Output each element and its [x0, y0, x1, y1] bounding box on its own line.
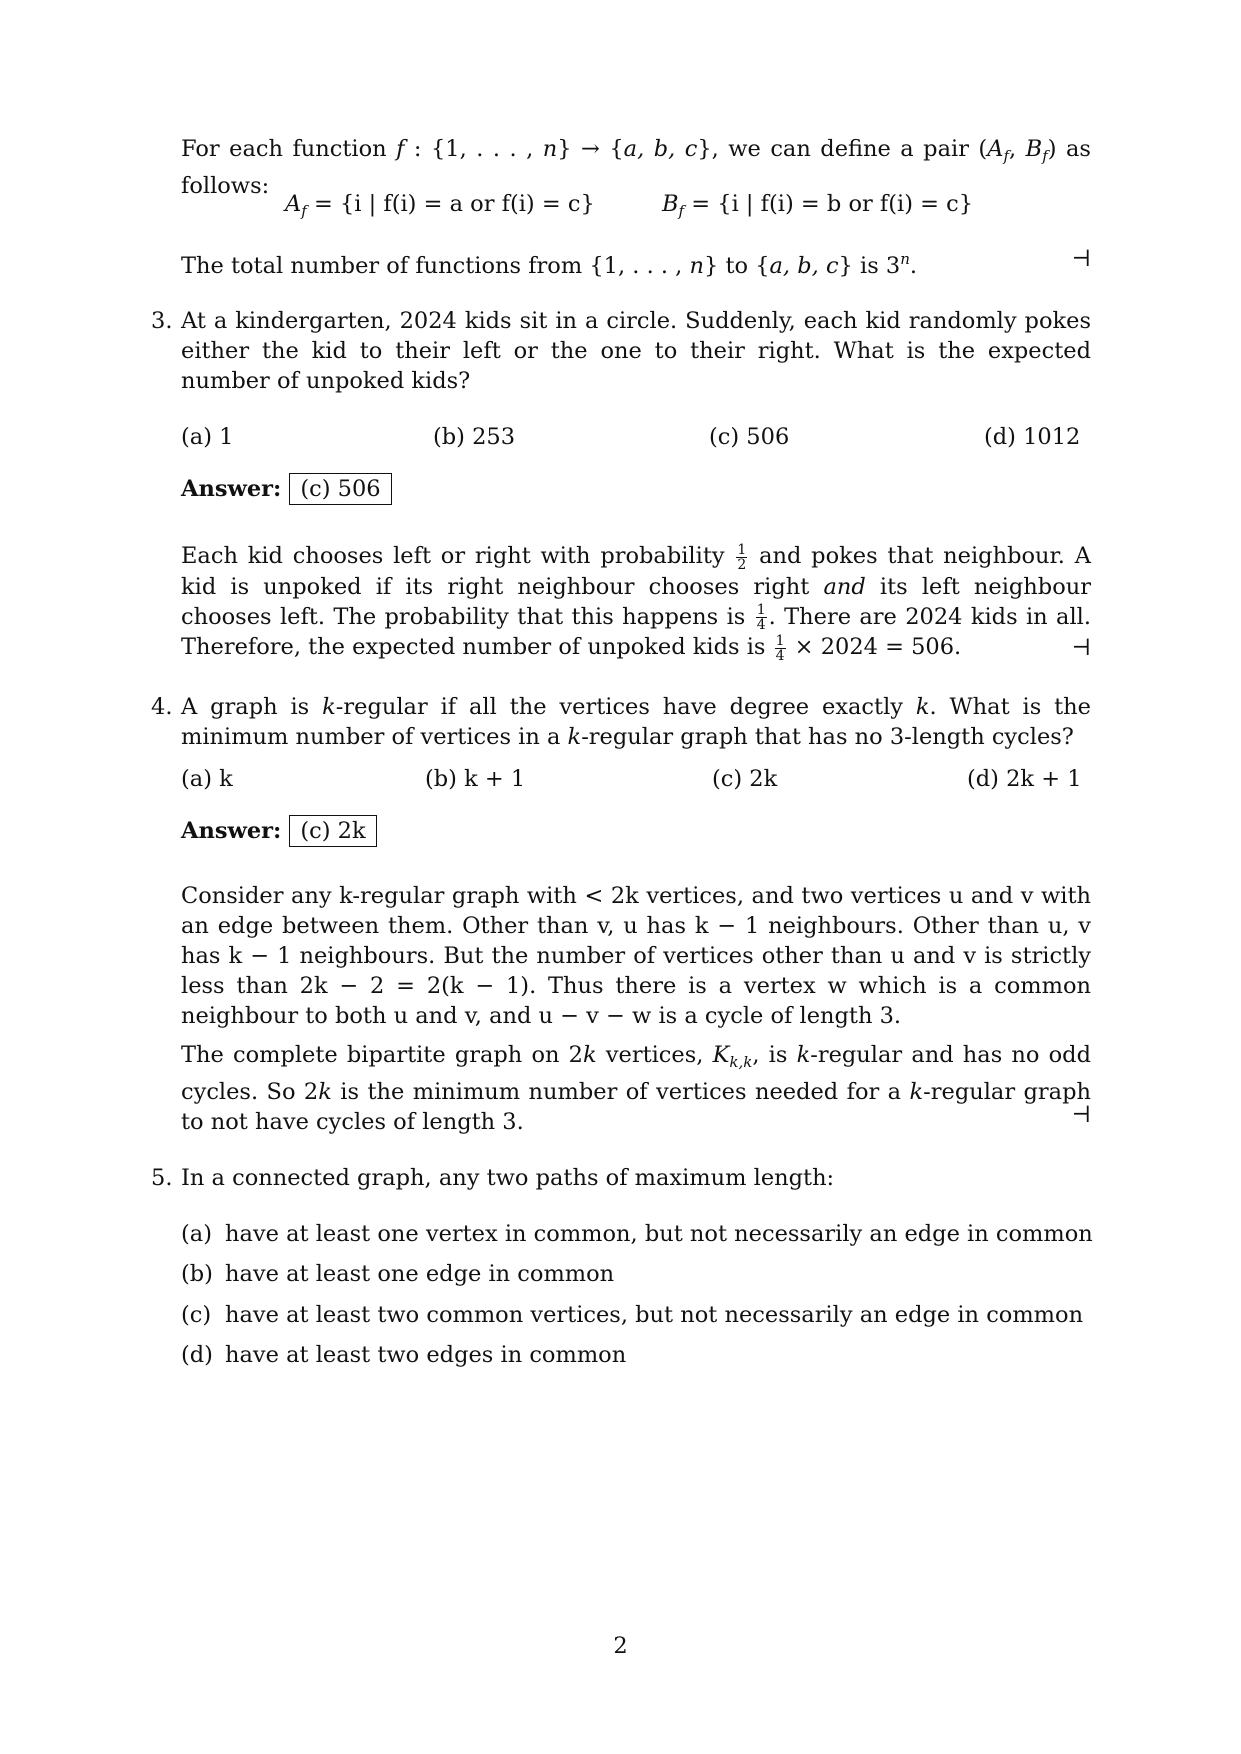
- intro-abc: a, b, c: [623, 136, 698, 162]
- solution-text: and pokes that neighbour. A kid is unpoked if its right neighbour chooses right: [181, 543, 1091, 600]
- var-sub: k,k: [729, 1053, 753, 1071]
- question-text: At a kindergarten, 2024 kids sit in a circle. Suddenly, each kid randomly pokes either the kid to their left or the one to their right. What is the expected number of unpoked kids?: [181, 308, 1091, 394]
- var-k: k: [582, 1042, 597, 1068]
- question-5: [151, 1163, 1091, 1193]
- answer-box: (c) 506: [289, 473, 391, 505]
- item-label: (d): [181, 1342, 213, 1368]
- intro-sub: f: [1042, 147, 1048, 165]
- total-n: n: [689, 253, 704, 279]
- intro-text: ) as follows:: [181, 136, 1091, 199]
- intro-A: A: [987, 136, 1004, 162]
- question-text: -regular if all the vertices have degree exactly: [335, 694, 916, 720]
- var-K: K: [712, 1042, 730, 1068]
- solution-text: , is: [752, 1042, 797, 1068]
- total-text: } is 3: [838, 253, 901, 279]
- intro-B: B: [1025, 136, 1043, 162]
- option-d: (d) 2k + 1: [967, 766, 1082, 792]
- solution-text: vertices,: [596, 1042, 713, 1068]
- intro-text: : {1, . . . ,: [404, 136, 543, 162]
- solution-text: -regular and has no odd cycles. So 2: [181, 1042, 1091, 1105]
- question-text: -regular graph that has no 3-length cycles?: [581, 724, 1074, 750]
- option-a: (a) k: [181, 766, 233, 792]
- solution-text: Consider any k-regular graph with < 2k vertices, and two vertices u and v with an edge between them. Other than v, u has k − 1 neighbours. Other than u, v has k − 1 neighbours. But the number of vertices other than u and v is strictly less than 2k − 2 = 2(k − 1). Thus there is a vertex w which is a common neighbour to both u and v, and u − v − w is a cycle of length 3.: [181, 883, 1091, 1029]
- item-label: (c): [181, 1302, 212, 1328]
- total-sup: n: [900, 250, 910, 268]
- q5-item-c: [181, 1300, 1083, 1330]
- question-4: [151, 692, 1091, 752]
- q4-answer: [181, 815, 377, 847]
- eq-body: = {i | f(i) = b or f(i) = c}: [684, 191, 974, 217]
- eq-symbol: B: [662, 191, 679, 217]
- page-number: 2: [613, 1633, 628, 1659]
- q4-options: [181, 764, 1091, 794]
- option-b: (b) 253: [433, 424, 516, 450]
- qed-symbol: ⊣: [1071, 246, 1091, 272]
- frac-den: 4: [756, 617, 766, 633]
- answer-box: (c) 2k: [289, 815, 376, 847]
- frac-den: 2: [737, 556, 747, 573]
- qed-symbol: ⊣: [1071, 1102, 1091, 1128]
- q5-item-b: [181, 1259, 614, 1289]
- qed-symbol: ⊣: [1071, 634, 1091, 661]
- item-text: have at least two common vertices, but not necessarily an edge in common: [225, 1302, 1084, 1328]
- intro-text: ,: [1009, 136, 1026, 162]
- fraction: [775, 634, 786, 663]
- option-a: (a) 1: [181, 424, 234, 450]
- item-text: have at least two edges in common: [225, 1342, 627, 1368]
- var-k: k: [909, 1079, 924, 1105]
- frac-den: 4: [775, 647, 785, 664]
- eq-sub: f: [678, 202, 685, 220]
- solution-text: Each kid chooses left or right with probability: [181, 543, 735, 569]
- intro-text: } → {: [557, 136, 624, 162]
- intro-n: n: [542, 136, 558, 162]
- question-number: 4.: [151, 694, 173, 720]
- total-text: The total number of functions from {1, . . . ,: [181, 253, 690, 279]
- solution-text: × 2024 = 506.: [787, 634, 962, 660]
- fraction: [736, 543, 747, 572]
- answer-label: Answer:: [181, 476, 282, 502]
- option-d: (d) 1012: [984, 424, 1081, 450]
- total-text: } to {: [703, 253, 770, 279]
- total-text: .: [909, 253, 918, 279]
- q3-solution: [181, 541, 1091, 663]
- solution-text: its left neighbour chooses left. The probability that this happens is: [181, 573, 1091, 630]
- q5-item-d: [181, 1340, 626, 1370]
- eq-symbol: A: [285, 191, 302, 217]
- equation-A: [285, 189, 595, 226]
- q3-options: [181, 422, 1091, 452]
- intro-text: }, we can define a pair (: [697, 136, 988, 162]
- fraction: [756, 603, 767, 632]
- frac-num: 1: [737, 541, 747, 558]
- question-text: . What is the minimum number of vertices in a: [181, 694, 1091, 750]
- q3-answer: [181, 473, 392, 505]
- q4-solution-1: [181, 881, 1091, 1031]
- solution-text: is the minimum number of vertices needed for a: [331, 1079, 910, 1105]
- equation-B: [662, 189, 973, 226]
- question-number: 3.: [151, 308, 173, 334]
- var-k: k: [567, 724, 582, 750]
- question-3: [151, 306, 1091, 396]
- var-k: k: [322, 694, 336, 720]
- var-k: k: [915, 694, 930, 720]
- var-k: k: [318, 1079, 332, 1105]
- option-c: (c) 506: [709, 424, 790, 450]
- total-abc: a, b, c: [769, 253, 839, 279]
- frac-num: 1: [756, 602, 766, 618]
- item-label: (a): [181, 1221, 212, 1247]
- frac-num: 1: [775, 632, 785, 649]
- solution-emph: and: [823, 573, 866, 600]
- option-c: (c) 2k: [712, 766, 778, 792]
- option-b: (b) k + 1: [425, 766, 526, 792]
- solution-text: . There are 2024 kids in all. Therefore, the expected number of unpoked kids is: [181, 603, 1091, 660]
- intro-text: For each function: [181, 136, 397, 162]
- eq-body: = {i | f(i) = a or f(i) = c}: [306, 191, 595, 217]
- question-text: A graph is: [181, 694, 323, 720]
- eq-sub: f: [301, 202, 307, 220]
- item-text: have at least one edge in common: [225, 1261, 615, 1287]
- item-label: (b): [181, 1261, 213, 1287]
- q4-solution-2: [181, 1040, 1091, 1135]
- question-text: In a connected graph, any two paths of maximum length:: [181, 1165, 835, 1191]
- intro-total: [181, 244, 1091, 279]
- intro-sub: f: [1003, 147, 1010, 165]
- intro-f: f: [396, 136, 405, 162]
- answer-label: Answer:: [181, 818, 282, 844]
- item-text: have at least one vertex in common, but not necessarily an edge in common: [225, 1221, 1093, 1247]
- question-number: 5.: [151, 1165, 173, 1191]
- q5-item-a: [181, 1219, 1093, 1249]
- solution-text: -regular graph to not have cycles of length 3.: [181, 1079, 1091, 1135]
- solution-text: The complete bipartite graph on 2: [181, 1042, 583, 1068]
- var-k: k: [796, 1042, 811, 1068]
